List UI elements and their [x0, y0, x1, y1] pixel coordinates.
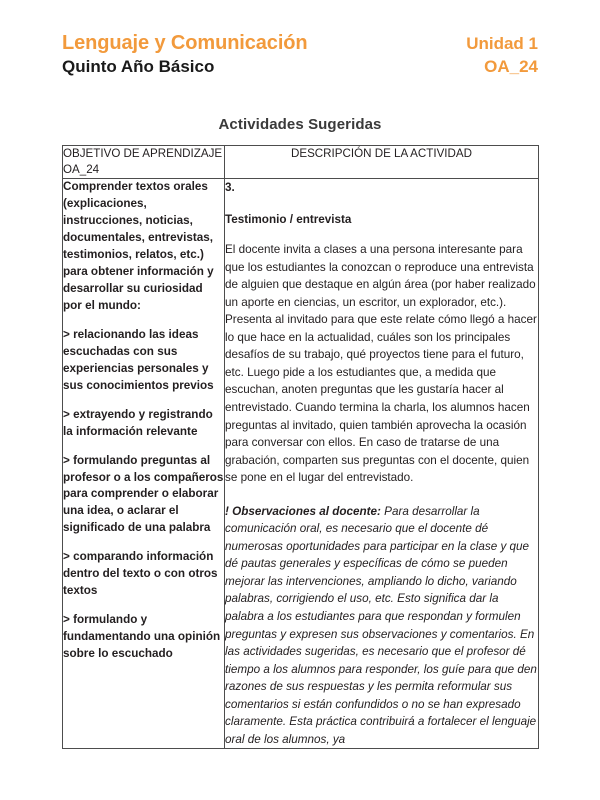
observation-body: Para desarrollar la comunicación oral, es necesario que el docente dé numerosas oportunidades para participar en la clase y que dé pautas generales y específicas de cómo se pueden mejorar las intervenciones, ampliando lo dicho, variando palabras, corrigiendo el uso, etc. Esto significa dar la palabra a los estudiantes para que respondan y formulen preguntas y expresen sus observaciones y comentarios. En las actividades sugeridas, es necesario que el profesor dé tiempo a los alumnos para responder, los guíe para que den razones de sus respuestas y les permita reformular sus comentarios si están confundidos o no se han expresado claramente. Esta práctica contribuirá a fortalecer el lenguaje oral de los alumnos, ya [225, 504, 537, 746]
page-title: Actividades Sugeridas [218, 116, 382, 133]
table-header-row [63, 146, 539, 179]
activity-number: 3. [225, 180, 235, 194]
column-header-description: DESCRIPCIÓN DE LA ACTIVIDAD [225, 146, 539, 179]
objective-bullet-3: > comparando información dentro del texto o con otros textos [63, 550, 218, 598]
observation-paragraph [225, 503, 538, 749]
activity-body: El docente invita a clases a una persona interesante para que los estudiantes la conozcan o reproduce una entrevista de alguien que destaque en algún área (por haber realizado un aporte en ciencias, un escritor, un explorador, etc.). Presenta al invitado para que este relate cómo llegó a hacer lo que hace en la actualidad, cuáles son los principales desafíos de su trabajo, qué proyectos tiene para el futuro, etc. Luego pide a los estudiantes que, a medida que escuchan, anoten preguntas que les gustaría hacer al entrevistado. Cuando termina la charla, los alumnos hacen preguntas al invitado, quien también aprovecha la ocasión para conversar con ellos. En caso de tratarse de una grabación, comparten sus preguntas con el docente, quien se pone en el lugar del entrevistado. [225, 243, 537, 485]
subject-title: Lenguaje y Comunicación [62, 32, 308, 54]
objective-intro: Comprender textos orales (explicaciones, instrucciones, noticias, documentales, entrevistas, testimonios, relatos, etc.) para obtener información y desarrollar su curiosidad por el mundo: [63, 179, 214, 312]
observation-label: Observaciones al docente: [232, 504, 381, 518]
oa-code-label: OA_24 [484, 57, 538, 76]
objective-bullet-1: > extrayendo y registrando la información relevante [63, 407, 213, 438]
activities-table [62, 145, 539, 749]
unit-label: Unidad 1 [466, 34, 538, 53]
objective-cell [63, 178, 225, 748]
grade-title: Quinto Año Básico [62, 57, 215, 76]
objective-bullet-4: > formulando y fundamentando una opinión sobre lo escuchado [63, 613, 221, 661]
activity-name: Testimonio / entrevista [225, 212, 352, 226]
description-cell [225, 178, 539, 748]
objective-bullet-2: > formulando preguntas al profesor o a los compañeros para comprender o elaborar una idea, o aclarar el significado de una palabra [63, 453, 224, 535]
header-row-secondary [62, 57, 538, 77]
objective-bullet-0: > relacionando las ideas escuchadas con sus experiencias personales y sus conocimientos previos [63, 327, 214, 392]
observation-marker-icon: ! [225, 504, 229, 518]
document-header [62, 32, 538, 82]
column-header-objective: OBJETIVO DE APRENDIZAJE OA_24 [63, 146, 225, 179]
table-row [63, 178, 539, 748]
header-row-primary [62, 32, 538, 55]
